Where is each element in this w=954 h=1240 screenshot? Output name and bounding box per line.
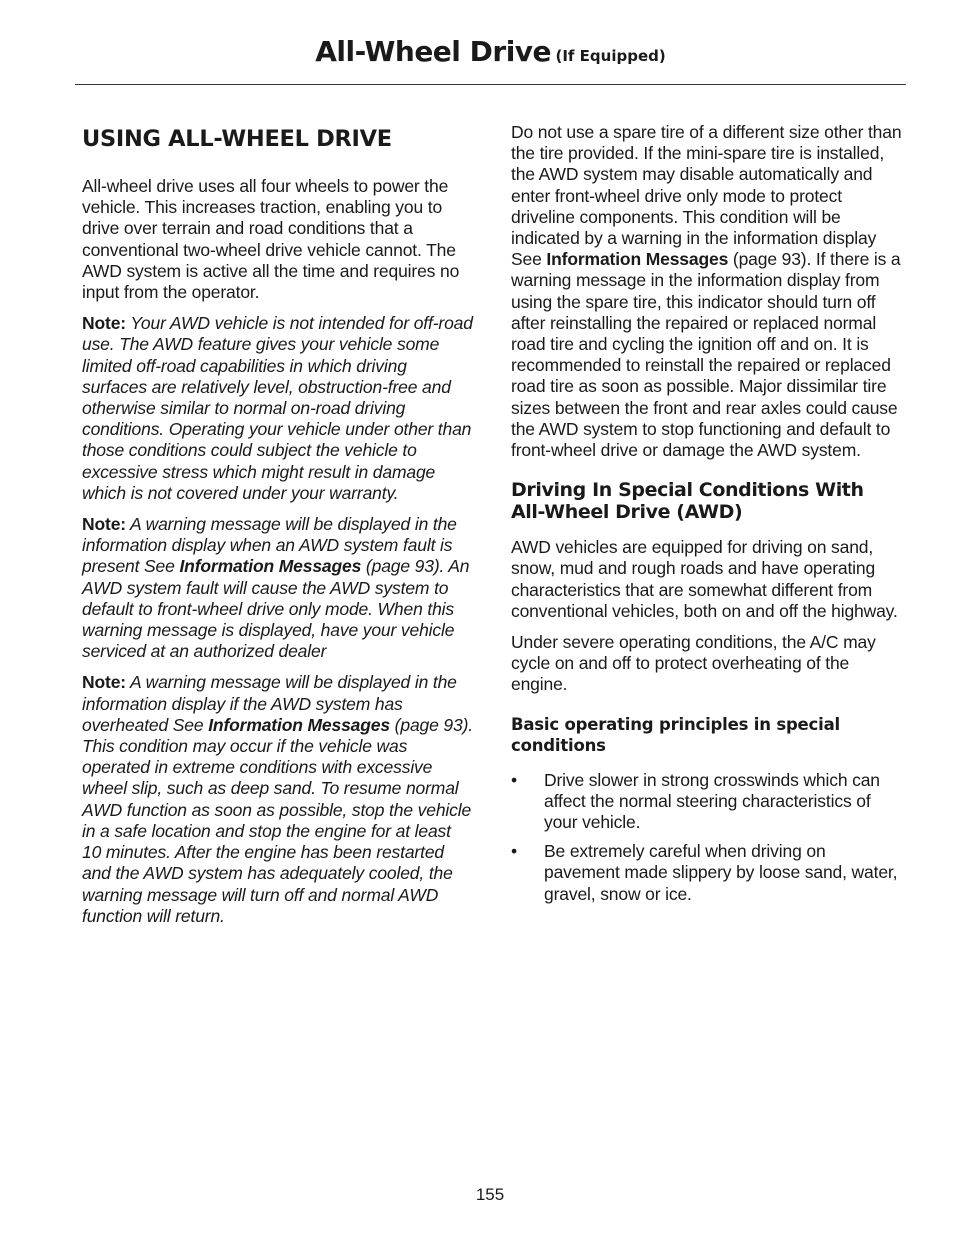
section-heading: USING ALL-WHEEL DRIVE [82,126,392,152]
info-messages-link[interactable]: Information Messages [546,249,729,270]
list-item-text: Drive slower in strong crosswinds which can affect the normal steering characteristics of your vehicle. [544,769,880,833]
bullet: • [511,769,517,790]
list-item [511,770,903,834]
page-header [75,28,906,85]
ac-paragraph: Under severe operating conditions, the A/C may cycle on and off to protect overheating of the engine. [511,632,876,695]
paragraph-text: (page 93). If there is a warning message in the information display from using the spare tire, this indicator should turn off after reinstalling the repaired or replaced normal road tire and cycling the ignition off and on. It is recommended to reinstall the repaired or replaced road tire as soon as possible. Major dissimilar tire sizes between the front and rear axles could cause the AWD system to stop functioning and default to front-wheel drive or damage the AWD system. [511,249,901,461]
note-text: A warning message will be displayed in the information display when an AWD system fault is present See [82,514,457,577]
subsection-heading: Driving In Special Conditions With All-Wheel Drive (AWD) [511,479,864,524]
note-text: Your AWD vehicle is not intended for off-road use. The AWD feature gives your vehicle some limited off-road capabilities in which driving surfaces are relatively level, obstruction-free and otherwise similar to normal on-road driving conditions. Operating your vehicle under other than those conditions could subject the vehicle to excessive stress which might result in damage which is not covered under your warranty. [82,313,473,503]
principles-list [511,770,903,905]
note-text: (page 93). An AWD system fault will cause the AWD system to default to front-wheel drive only mode. When this warning message is displayed, have your vehicle serviced at an authorized dealer [82,556,470,662]
page-title: All-Wheel Drive [315,35,552,68]
page-number: 155 [475,1185,505,1204]
list-item [511,841,903,905]
principles-heading: Basic operating principles in special conditions [511,714,840,755]
awd-conditions-paragraph: AWD vehicles are equipped for driving on sand, snow, mud and rough roads and have operating characteristics that are somewhat different from conventional vehicles, both on and off the highway. [511,537,898,621]
paragraph-text: Do not use a spare tire of a different size other than the tire provided. If the mini-spare tire is installed, the AWD system may disable automatically and enter front-wheel drive only mode to protect driveline components. This condition will be indicated by a warning in the information display See [511,122,902,270]
intro-paragraph: All-wheel drive uses all four wheels to power the vehicle. This increases traction, enabling you to drive over terrain and road conditions that a conventional two-wheel drive vehicle cannot. The AWD system is active all the time and requires no input from the operator. [82,176,460,303]
page-subtitle: (If Equipped) [555,47,666,65]
note-label: Note: [82,514,126,535]
note-label: Note: [82,672,126,693]
list-item-text: Be extremely careful when driving on pavement made slippery by loose sand, water, gravel, snow or ice. [544,841,898,904]
left-column [82,122,474,937]
note-label: Note: [82,313,126,334]
note-overheat [82,672,474,926]
info-messages-link[interactable]: Information Messages [208,714,390,735]
note-offroad [82,313,474,504]
note-text: (page 93). This condition may occur if the vehicle was operated in extreme conditions with excessive wheel slip, such as deep sand. To resume normal AWD function as soon as possible, stop the vehicle in a safe location and stop the engine for at least 10 minutes. After the engine has been restarted and the AWD system has adequately cooled, the warning message will turn off and normal AWD function will return. [82,714,473,926]
right-column [511,122,903,913]
info-messages-link[interactable]: Information Messages [179,556,362,577]
note-awd-fault [82,514,474,662]
note-text: A warning message will be displayed in the information display if the AWD system has overheated See [82,672,457,735]
spare-tire-paragraph [511,122,903,461]
bullet: • [511,841,517,862]
